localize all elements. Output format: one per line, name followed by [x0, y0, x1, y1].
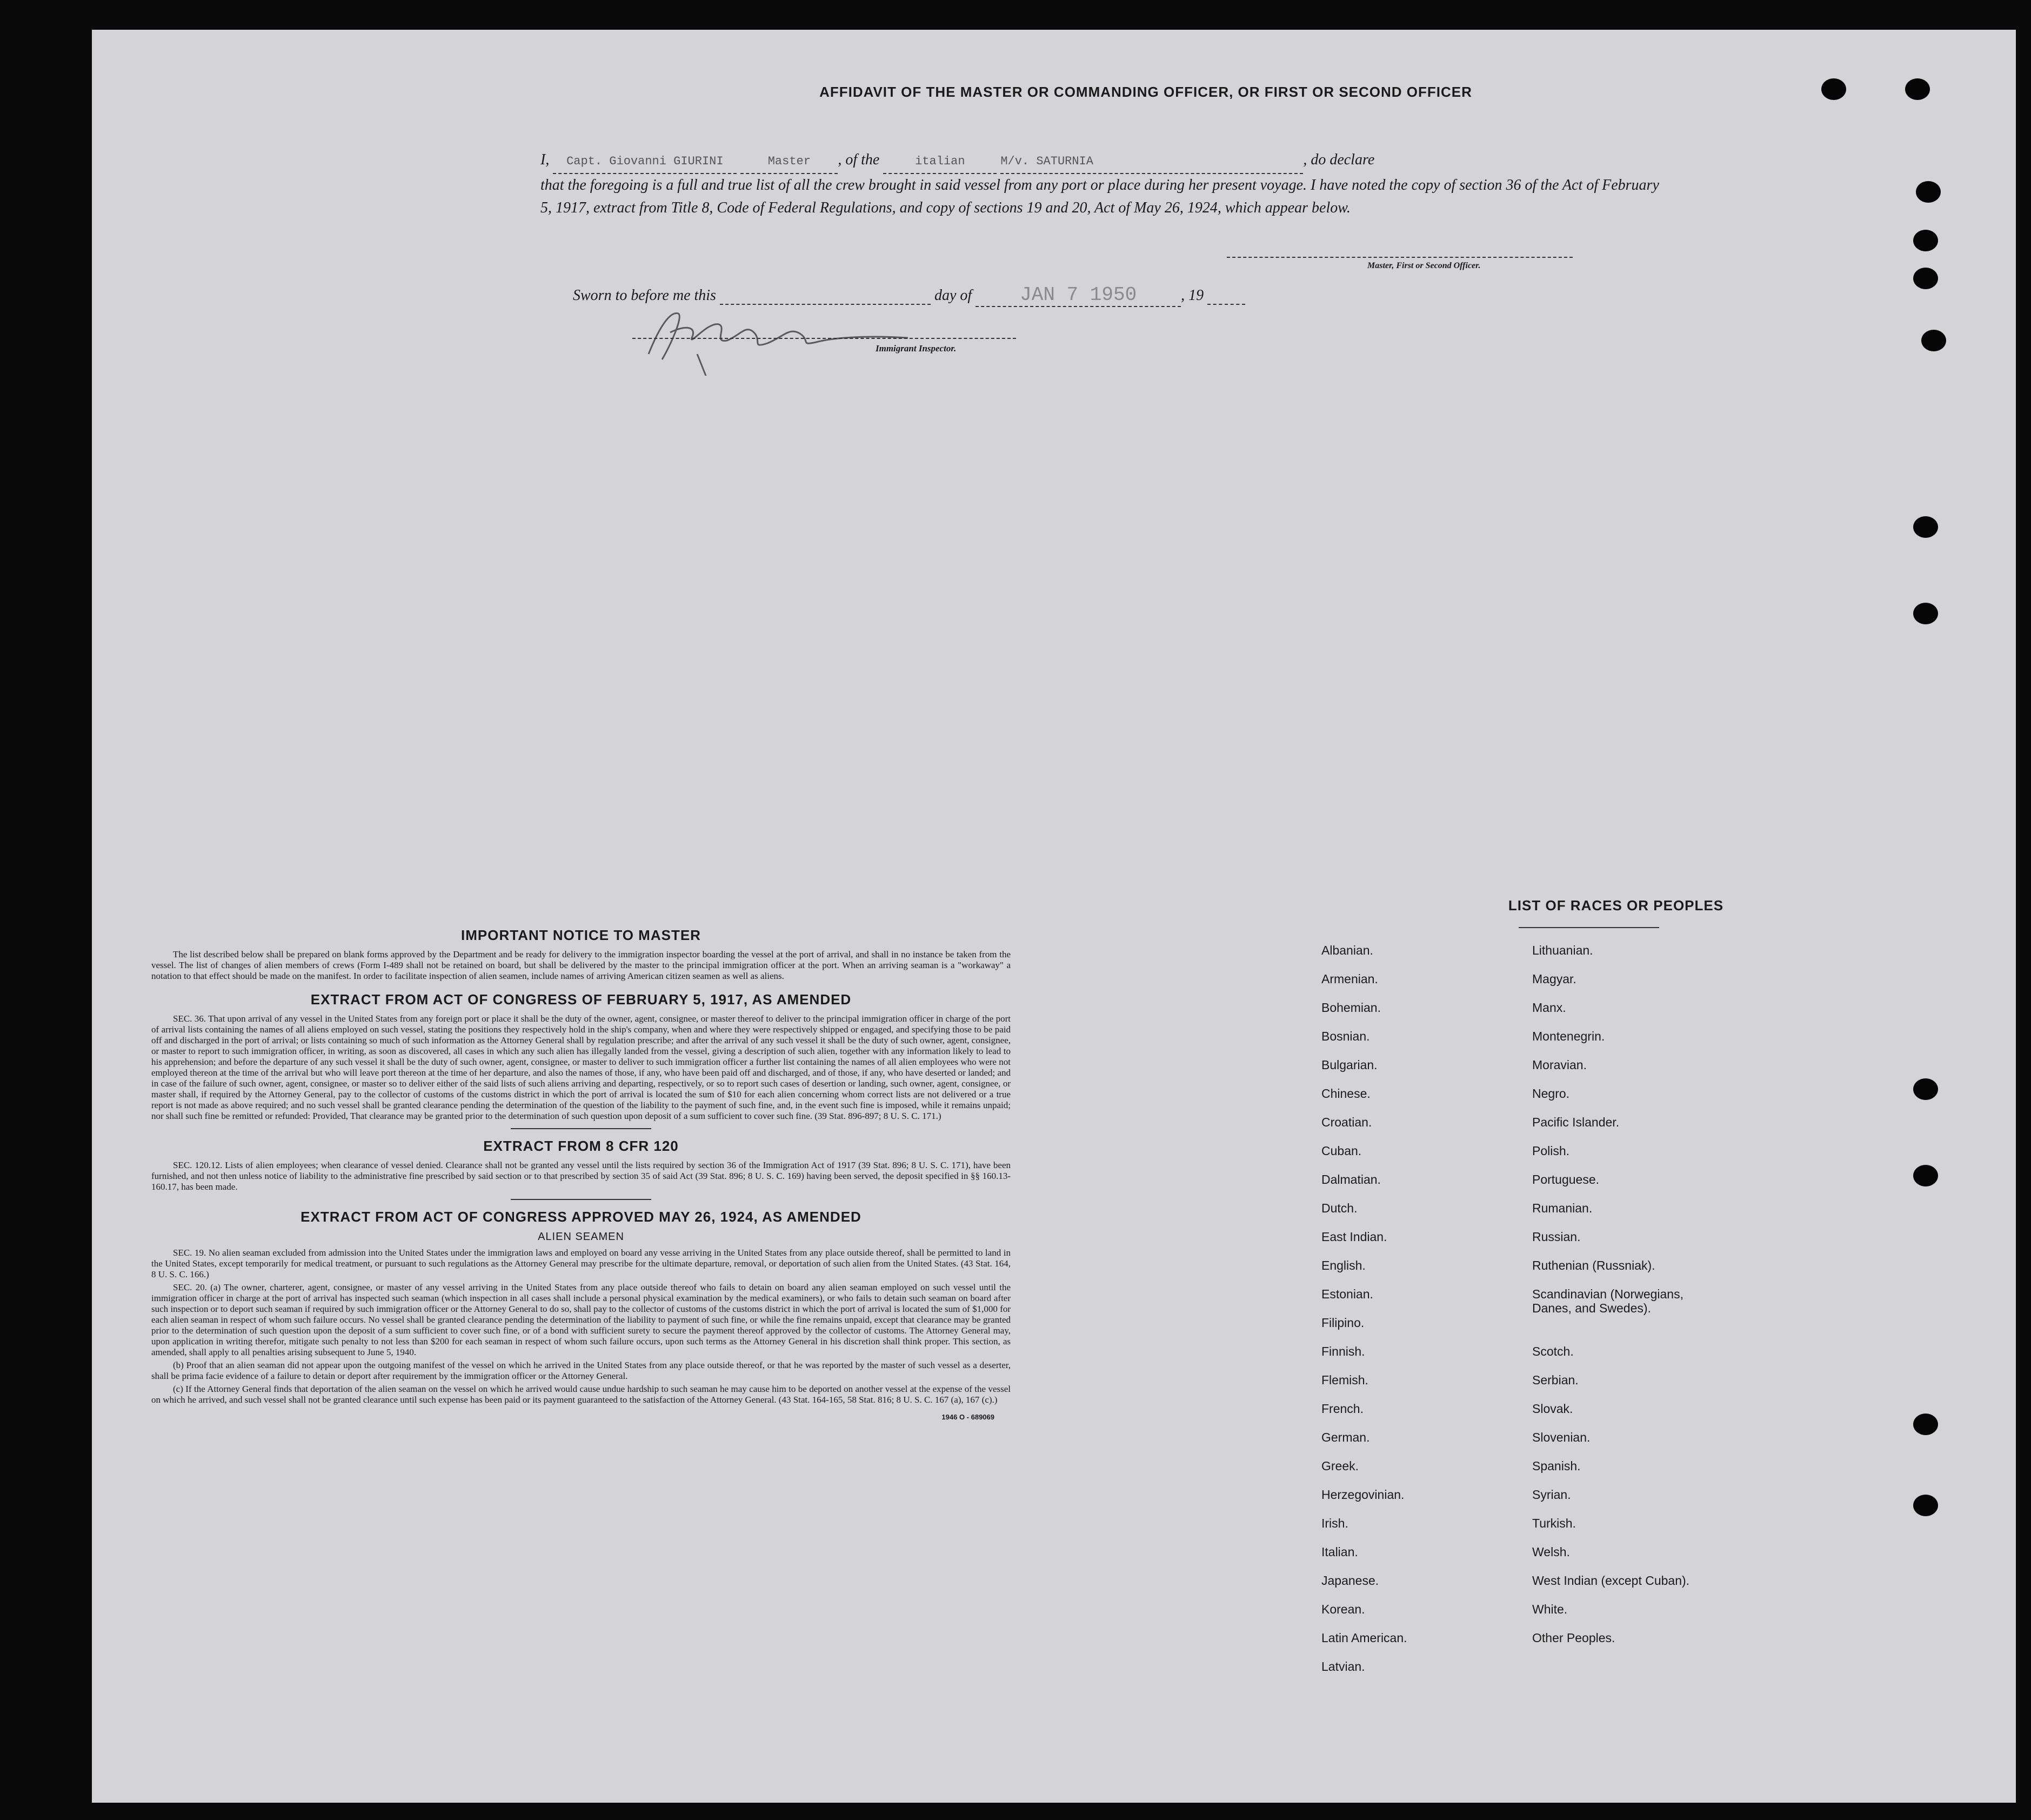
sworn-prefix: Sworn to before me this [573, 287, 716, 304]
race-item: Other Peoples. [1532, 1631, 1615, 1645]
of-the-text: , of the [838, 151, 880, 168]
notice-body: The list described below shall be prepared on blank forms approved by the Department and be ready for delivery to the immigration inspector boarding the vessel at the port of arrival, and shall in no instance be taken from the vessel. The list of changes of alien members of crews (Form I-489 shall not be retained on board, but shall be delivered by the master to the principal immigration officer at the port. When an arriving seaman is a "workaway" a notation to that effect should be made on the manifest. In order to facilitate inspection of alien seamen, include names of arriving American citizen seamen as well as aliens. [151, 949, 1011, 981]
race-item: Bohemian. [1321, 1001, 1381, 1015]
race-item: English. [1321, 1258, 1366, 1272]
race-item: Greek. [1321, 1459, 1359, 1473]
sec-20a-paragraph: SEC. 20. (a) The owner, charterer, agent, consignee, or master of any vessel arriving in the United States from any place outside thereof who fails to detain on board any alien seaman employed on such vessel until the immigration officer in charge at the port of arrival has inspected such seaman (which inspection in all cases shall include a personal physical examination by the medical examiners), or who fails to detain such seaman on board after such inspection or to deport such seaman if required by such immigration officer or the Attorney General to do so, shall pay to the collector of customs of the customs district in which the port of arrival is located the sum of $1,000 for each alien seaman in respect of whom such failure occurs. No vessel shall be granted clearance pending the determination of the liability to payment of such fine, or while the fine remains unpaid, except that clearance may be granted prior to the determination of such question upon the deposit of a sum sufficient to cover such fine, or of a bond with sufficient surety to secure the payment thereof approved by the collector of customs. The Attorney General may, upon application in writing therefor, mitigate such penalty to not less than $200 for each seaman in respect of whom such failure occurs, upon such terms as the Attorney General in his discretion shall think proper. This section, as amended, shall apply to all penalties arising subsequent to June 5, 1940. [151, 1282, 1011, 1357]
punch-hole [1916, 181, 1941, 203]
punch-hole [1921, 330, 1946, 351]
print-code: 1946 O - 689069 [941, 1413, 994, 1421]
race-item: Turkish. [1532, 1516, 1576, 1530]
punch-hole [1913, 516, 1938, 538]
punch-hole [1913, 1165, 1938, 1186]
race-item: Dalmatian. [1321, 1172, 1381, 1186]
legal-notices [151, 927, 1011, 1421]
race-item: Montenegrin. [1532, 1029, 1605, 1043]
inspector-caption: Immigrant Inspector. [876, 343, 957, 354]
punch-hole [1913, 230, 1938, 251]
date-stamp: JAN 7 1950 [976, 284, 1181, 307]
race-item: Herzegovinian. [1321, 1488, 1405, 1502]
race-item: Magyar. [1532, 972, 1576, 986]
declaration [540, 149, 1665, 219]
master-signature-caption: Master, First or Second Officer. [1367, 261, 1481, 270]
declaration-i: I, [540, 151, 550, 168]
race-item: Ruthenian (Russniak). [1532, 1258, 1655, 1272]
nationality-field: italian [883, 150, 997, 174]
race-item: Bosnian. [1321, 1029, 1370, 1043]
race-item: Latvian. [1321, 1659, 1365, 1674]
race-item: Syrian. [1532, 1488, 1571, 1502]
race-item: Japanese. [1321, 1574, 1379, 1588]
races-divider [1519, 927, 1659, 928]
race-item: Rumanian. [1532, 1201, 1593, 1215]
year-prefix: , 19 [1181, 287, 1204, 304]
races-column-1 [1321, 943, 1407, 1688]
race-item: Polish. [1532, 1144, 1570, 1158]
sec-19-paragraph: SEC. 19. No alien seaman excluded from admission into the United States under the immigration laws and employed on board any vesse arriving in the United States from any place outside thereof, shall be permitted to land in the United States, except temporarily for medical treatment, or pursuant to such regulations as the Attorney General may prescribe for the ultimate departure, removal, or deportation of such alien from the United States. (43 Stat. 164, 8 U. S. C. 166.) [151, 1248, 1011, 1279]
do-declare-text: , do declare [1303, 151, 1375, 168]
extract-1917-title: EXTRACT FROM ACT OF CONGRESS OF FEBRUARY 5, 1917, AS AMENDED [310, 991, 852, 1008]
day-of-text: day of [934, 287, 972, 304]
affidavit-title: AFFIDAVIT OF THE MASTER OR COMMANDING OFFICER, OR FIRST OR SECOND OFFICER [819, 84, 1472, 100]
race-item: Manx. [1532, 1001, 1566, 1015]
race-item: Slovenian. [1532, 1430, 1591, 1444]
race-item: Bulgarian. [1321, 1058, 1378, 1072]
extract-1917-body: SEC. 36. That upon arrival of any vessel in the United States from any foreign port or place it shall be the duty of the owner, agent, consignee, or master thereof to deliver to the principal immigration officer in charge of the port of arrival lists containing the names of all aliens employed on such vessel, stating the positions they respectively hold in the ship's company, when and where they were respectively shipped or engaged, and specifying those to be paid off and discharged in the port of arrival; or lists containing so much of such information as the Attorney General shall by regulation prescribe; and after the arrival of any such vessel it shall be the duty of such owner, agent, consignee, or master to report to such immigration officer, in writing, as soon as discovered, all cases in which any such alien has illegally landed from the vessel, giving a description of such alien, together with any information likely to lead to his apprehension; and before the departure of any such vessel it shall be the duty of such owner, agent, consignee, or master to deliver to such immigration officer a further list containing the names of all alien employees who were not employed thereon at the time of the arrival but who will leave port thereon at the time of her departure, and also the names of those, if any, who have been paid off and discharged, and of those, if any, who have deserted or landed; and in case of the failure of such owner, agent, consignee, or master so to deliver either of the said lists of such aliens arriving and departing, respectively, or so to report such cases of desertion or landing, such owner, agent, consignee, or master shall, if required by the Attorney General, pay to the collector of customs of the customs district in which the port of arrival is located the sum of $10 for each alien concerning whom correct lists are not delivered or a true report is not made as above required; and no such vessel shall be granted clearance pending the determination of the question of the liability to the payment of such fine, and, in the event such fine is imposed, while it remains unpaid; nor shall such fine be remitted or refunded: Provided, That clearance may be granted prior to the determination of such question upon deposit of a sum sufficient to cover such fine. (39 Stat. 896-897; 8 U. S. C. 171.) [151, 1014, 1011, 1121]
race-item: Serbian. [1532, 1373, 1579, 1387]
punch-hole [1913, 1495, 1938, 1516]
notice-title: IMPORTANT NOTICE TO MASTER [461, 927, 701, 943]
race-item: German. [1321, 1430, 1370, 1444]
sec-20c-paragraph: (c) If the Attorney General finds that deportation of the alien seaman on the vessel on which he arrived would cause undue hardship to such seaman he may cause him to be deported on another vessel at the expense of the vessel on which he arrived, and such vessel shall not be granted clearance until such expense has been paid or its payment guaranteed to the satisfaction of the Attorney General. (43 Stat. 164-165, 58 Stat. 816; 8 U. S. C. 167 (a), 167 (c).) [151, 1384, 1011, 1405]
vessel-field: M/v. SATURNIA [1000, 150, 1303, 174]
extract-1924-subtitle: ALIEN SEAMEN [538, 1231, 624, 1243]
race-item: Armenian. [1321, 972, 1378, 986]
punch-hole [1821, 78, 1846, 100]
race-item: Albanian. [1321, 943, 1373, 957]
race-item: Spanish. [1532, 1459, 1581, 1473]
race-item: Finnish. [1321, 1344, 1365, 1358]
race-item: East Indian. [1321, 1230, 1387, 1244]
race-item: Korean. [1321, 1602, 1365, 1616]
declaration-body: that the foregoing is a full and true list of all the crew brought in said vessel from any port or place during her present voyage. I have noted the copy of section 36 of the Act of February 5, 1917, extract from Title 8, Code of Federal Regulations, and copy of sections 19 and 20, Act of May 26, 1924, which appear below. [540, 177, 1659, 216]
race-item: Croatian. [1321, 1115, 1372, 1129]
races-column-2 [1532, 943, 1689, 1659]
race-item: Irish. [1321, 1516, 1348, 1530]
section-divider [511, 1199, 651, 1200]
inspector-signature [638, 295, 919, 376]
race-item: Filipino. [1321, 1316, 1365, 1330]
race-item: Russian. [1532, 1230, 1581, 1244]
race-item: Lithuanian. [1532, 943, 1593, 957]
race-item: Flemish. [1321, 1373, 1368, 1387]
race-item: Latin American. [1321, 1631, 1407, 1645]
race-item: Scandinavian (Norwegians, Danes, and Swedes). [1532, 1287, 1683, 1315]
race-item: Cuban. [1321, 1144, 1362, 1158]
race-item: French. [1321, 1402, 1364, 1416]
race-item: Pacific Islander. [1532, 1115, 1620, 1129]
race-item: Moravian. [1532, 1058, 1587, 1072]
race-item: Chinese. [1321, 1086, 1371, 1101]
race-item: Scotch. [1532, 1344, 1574, 1358]
race-item: West Indian (except Cuban). [1532, 1574, 1690, 1588]
year-field [1207, 290, 1245, 305]
punch-hole [1905, 78, 1930, 100]
sec-20b-paragraph: (b) Proof that an alien seaman did not appear upon the outgoing manifest of the vessel on which he arrived in the United States from any place outside thereof, or that he was reported by the master of such vessel as a deserter, shall be prima facie evidence of a failure to detain or deport after requirement by the immigration officer or the Attorney General. [151, 1360, 1011, 1381]
document-page [92, 30, 2016, 1803]
section-divider [511, 1128, 651, 1129]
rank-field: Master [740, 150, 838, 174]
race-item: Italian. [1321, 1545, 1358, 1559]
race-item: Welsh. [1532, 1545, 1570, 1559]
race-item: Slovak. [1532, 1402, 1573, 1416]
punch-hole [1913, 603, 1938, 624]
race-item: Dutch. [1321, 1201, 1358, 1215]
race-item: Estonian. [1321, 1287, 1373, 1301]
race-item: Negro. [1532, 1086, 1570, 1101]
punch-hole [1913, 268, 1938, 289]
punch-hole [1913, 1078, 1938, 1100]
master-signature-line [1227, 257, 1573, 258]
race-item: White. [1532, 1602, 1568, 1616]
extract-cfr-title: EXTRACT FROM 8 CFR 120 [483, 1138, 679, 1154]
extract-cfr-body: SEC. 120.12. Lists of alien employees; when clearance of vessel denied. Clearance shall not be granted any vessel until the lists required by section 36 of the Immigration Act of 1917 (39 Stat. 896; 8 U. S. C. 171), have been furnished, and not then unless notice of liability to the administrative fine prescribed by said section or to that prescribed by section 35 of said Act (39 Stat. 896; 8 U. S. C. 169) having been served, the deposit specified in §§ 160.13-160.17, has been made. [151, 1160, 1011, 1192]
master-name-field: Capt. Giovanni GIURINI [553, 150, 737, 174]
extract-1924-title: EXTRACT FROM ACT OF CONGRESS APPROVED MAY 26, 1924, AS AMENDED [300, 1209, 861, 1225]
inspector-signature-line [632, 338, 1016, 339]
race-item: Portuguese. [1532, 1172, 1600, 1186]
races-title: LIST OF RACES OR PEOPLES [1508, 897, 1724, 914]
punch-hole [1913, 1414, 1938, 1435]
